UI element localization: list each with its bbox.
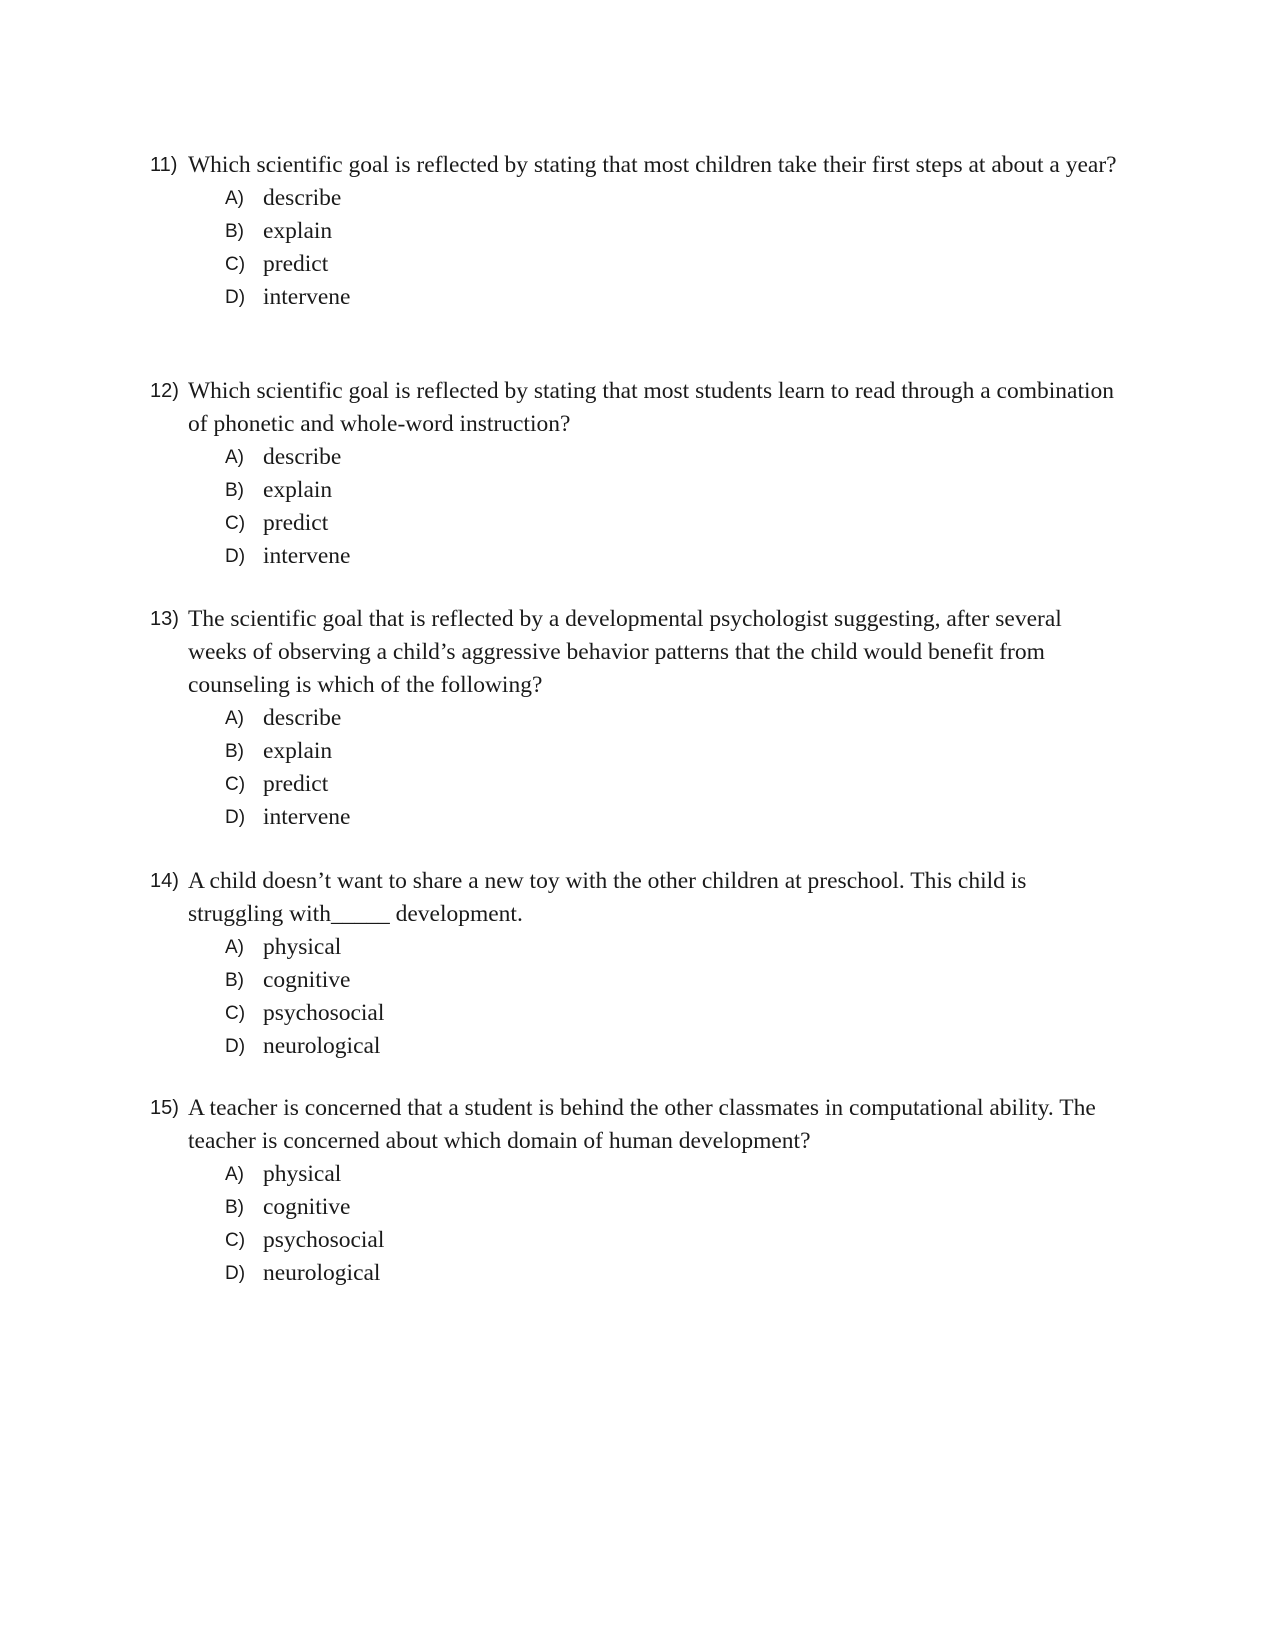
answer-option-b (225, 1191, 1120, 1224)
option-text: intervene (263, 284, 351, 310)
option-text: explain (263, 738, 333, 764)
answer-option-b (225, 215, 1120, 248)
option-letter: B) (225, 221, 244, 242)
answer-option-b (225, 474, 1120, 507)
answer-option-d (225, 1030, 1120, 1063)
option-text: describe (263, 444, 342, 470)
option-letter: D) (225, 1036, 246, 1057)
option-letter: B) (225, 480, 244, 501)
option-letter: B) (225, 741, 244, 762)
question-13 (150, 603, 1120, 834)
option-letter: D) (225, 546, 246, 567)
answer-option-a (225, 182, 1120, 215)
question-number: 12) (150, 380, 179, 402)
option-text: predict (263, 510, 329, 536)
answer-option-b (225, 735, 1120, 768)
answer-option-c (225, 248, 1120, 281)
answer-options (150, 931, 1120, 1063)
question-text: A child doesn’t want to share a new toy with the other children at preschool. This child is struggling with_____ development. (188, 868, 1027, 927)
question-15 (150, 1092, 1120, 1290)
question-text: A teacher is concerned that a student is behind the other classmates in computational ability. The teacher is concerned about which domain of human development? (188, 1095, 1096, 1154)
answer-options (150, 702, 1120, 834)
option-text: explain (263, 218, 333, 244)
question-stem (150, 375, 1120, 441)
option-letter: D) (225, 287, 246, 308)
option-text: predict (263, 771, 329, 797)
question-stem (150, 149, 1120, 182)
option-letter: D) (225, 807, 246, 828)
option-letter: A) (225, 447, 244, 468)
answer-option-d (225, 801, 1120, 834)
question-text: The scientific goal that is reflected by a developmental psychologist suggesting, after several weeks of observing a child’s aggressive behavior patterns that the child would benefit from counseling is which of the following? (188, 606, 1062, 698)
option-letter: C) (225, 254, 246, 275)
option-letter: D) (225, 1263, 246, 1284)
answer-option-a (225, 441, 1120, 474)
question-number: 13) (150, 608, 179, 630)
answer-options (150, 182, 1120, 314)
answer-option-d (225, 281, 1120, 314)
question-number: 11) (150, 154, 178, 176)
question-text: Which scientific goal is reflected by stating that most children take their first steps at about a year? (188, 152, 1117, 178)
answer-options (150, 1158, 1120, 1290)
answer-option-d (225, 1257, 1120, 1290)
option-text: psychosocial (263, 1000, 385, 1026)
answer-option-d (225, 540, 1120, 573)
option-text: physical (263, 934, 342, 960)
question-number: 14) (150, 870, 179, 892)
answer-option-c (225, 768, 1120, 801)
option-letter: B) (225, 1197, 244, 1218)
question-number: 15) (150, 1097, 179, 1119)
answer-option-c (225, 997, 1120, 1030)
question-stem (150, 1092, 1120, 1158)
answer-options (150, 441, 1120, 573)
option-text: predict (263, 251, 329, 277)
option-text: explain (263, 477, 333, 503)
option-text: neurological (263, 1260, 381, 1286)
option-letter: A) (225, 937, 244, 958)
answer-option-a (225, 702, 1120, 735)
option-text: psychosocial (263, 1227, 385, 1253)
answer-option-c (225, 1224, 1120, 1257)
option-text: intervene (263, 804, 351, 830)
option-letter: C) (225, 513, 246, 534)
question-stem (150, 603, 1120, 702)
option-letter: C) (225, 1230, 246, 1251)
answer-option-b (225, 964, 1120, 997)
answer-option-a (225, 931, 1120, 964)
option-letter: C) (225, 774, 246, 795)
option-letter: C) (225, 1003, 246, 1024)
option-text: physical (263, 1161, 342, 1187)
option-text: neurological (263, 1033, 381, 1059)
answer-option-c (225, 507, 1120, 540)
answer-option-a (225, 1158, 1120, 1191)
option-letter: B) (225, 970, 244, 991)
option-letter: A) (225, 1164, 244, 1185)
question-11 (150, 149, 1120, 314)
option-text: cognitive (263, 967, 351, 993)
option-letter: A) (225, 188, 244, 209)
question-14 (150, 865, 1120, 1063)
question-12 (150, 375, 1120, 573)
option-letter: A) (225, 708, 244, 729)
question-text: Which scientific goal is reflected by stating that most students learn to read through a combination of phonetic and whole-word instruction? (188, 378, 1115, 437)
option-text: describe (263, 705, 342, 731)
option-text: describe (263, 185, 342, 211)
option-text: cognitive (263, 1194, 351, 1220)
question-stem (150, 865, 1120, 931)
option-text: intervene (263, 543, 351, 569)
